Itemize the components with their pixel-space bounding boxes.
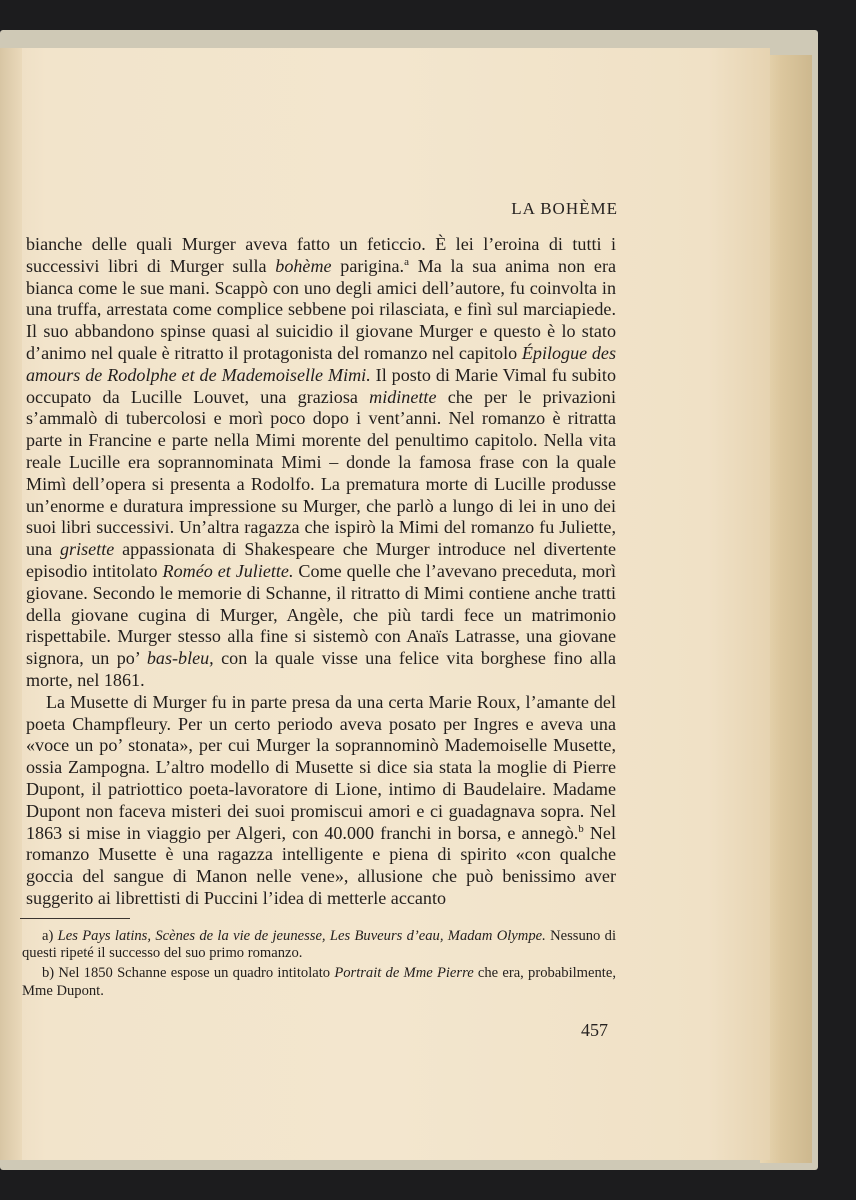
italic-text: Épilogue des amours de Rodolphe et de Mademoiselle Mimi. [26, 342, 617, 385]
italic-text: midinette [369, 386, 437, 407]
text-run: Come quelle che l’avevano preceduta, morì giovane. Secondo le memorie di Schanne, il ritratto di Mimi contiene anche tratti della giovane cugina di Murger, Angèle, che più tardi fece un matrimonio rispettabile. Murger stesso alla fine si sistemò con Anaïs Latrasse, una giovane signora, un po’ [26, 560, 616, 669]
footnote-b [22, 965, 616, 999]
italic-text: bohème [275, 255, 332, 276]
italic-text: bas-bleu, [146, 648, 214, 669]
text-run: parigina. [331, 255, 405, 276]
footnote-marker: a [404, 255, 409, 268]
text-run: Nel romanzo Musette è una ragazza intelligente e piena di spirito «con qualche goccia del sangue di Manon nelle vene», allusione che può benissimo aver suggerito ai librettisti di Puccini l’idea di metterle accanto [26, 822, 616, 908]
italic-text: Roméo et Juliette. [162, 560, 294, 581]
text-run: b) Nel 1850 Schanne espose un quadro intitolato [42, 965, 335, 982]
text-run: La Musette di Murger fu in parte presa da una certa Marie Roux, l’amante del poeta Champfleury. Per un certo periodo aveva posato per Ingres e aveva una «voce un po’ stonata», per cui Murger la soprannominò Mademoiselle Musette, ossia Zampogna. L’altro modello di Musette si dice sia stata la moglie di Pierre Dupont, il patriottico poeta-lavoratore di Lione, intimo di Baudelaire. Madame Dupont non faceva misteri dei suoi promiscui amori e ci guadagnava sopra. Nel 1863 si mise in viaggio per Algeri, con 40.000 franchi in borsa, e annegò. [26, 691, 616, 843]
paragraph [26, 234, 616, 692]
italic-text: Portrait de Mme Pierre [334, 965, 474, 982]
text-run: Nessuno di questi ripeté il successo del suo primo romanzo. [22, 928, 616, 962]
footnote-divider [20, 918, 130, 919]
footnotes [22, 928, 616, 1000]
text-run: bianche delle quali Murger aveva fatto un feticcio. È lei l’eroina di tutti i successivi libri di Murger sulla [26, 234, 616, 276]
text-run: a) [42, 928, 58, 944]
body-text [26, 234, 616, 910]
italic-text: Les Pays latins, Scènes de la vie de jeunesse, Les Buveurs d’eau, Madam Olympe. [57, 928, 546, 944]
running-head: LA BOHÈME [511, 199, 618, 218]
text-run: Il posto di Marie Vimal fu subito occupato da Lucille Louvet, una graziosa [26, 364, 617, 407]
text-run: che era, probabilmente, Mme Dupont. [22, 965, 616, 999]
text-run: Ma la sua anima non era bianca come le sue mani. Scappò con uno degli amici dell’autore, fu coinvolta in una truffa, arrestata come complice sebbene poi rilasciata, e finì sul marciapiede. Il suo abbandono spinse quasi al suicidio il giovane Murger e questo è lo stato d’animo nel quale è ritratto il protagonista del romanzo nel capitolo [26, 255, 616, 363]
text-run: con la quale visse una felice vita borghese fino alla morte, nel 1861. [26, 648, 616, 690]
text-run: appassionata di Shakespeare che Murger introduce nel divertente episodio intitolato [26, 539, 616, 581]
text-run: che per le privazioni s’ammalò di tubercolosi e morì poco dopo i vent’anni. Nel romanzo è ritratta parte in Francine e parte nella Mimi morente del penultimo capitolo. Nella vita reale Lucille era soprannominata Mimi – donde la famosa frase con la quale Mimì dell’opera si presenta a Rodolfo. La prematura morte di Lucille produsse un’enorme e duratura impressione su Murger, che parlò a lungo di lei in uno dei suoi libri successivi. Un’altra ragazza che ispirò la Mimi del romanzo fu Juliette, una [26, 386, 616, 560]
paragraph [26, 692, 616, 910]
page-number: 457 [581, 1020, 608, 1040]
footnote-marker: b [578, 822, 584, 835]
italic-text: grisette [60, 539, 115, 560]
footnote-a [22, 928, 616, 962]
